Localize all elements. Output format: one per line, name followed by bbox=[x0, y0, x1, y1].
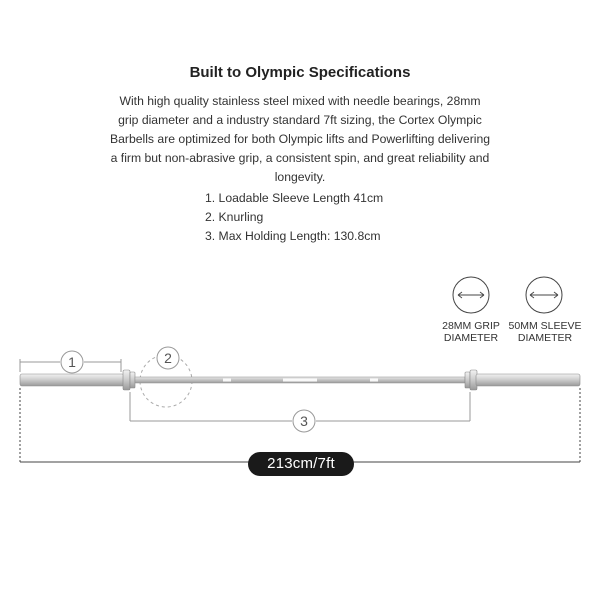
product-description: With high quality stainless steel mixed with needle bearings, 28mm grip diameter and a industry standard 7ft sizing, the Cortex Olympic Barbells are optimized for both Olympic lifts and Powerlifting delivering a firm but non-abrasive grip, a consistent spin, and great reliability and longevity. bbox=[110, 94, 491, 184]
callout-2-label: 2 bbox=[164, 350, 172, 366]
grip-diameter-icon bbox=[453, 277, 489, 313]
grip-diameter-line2: DIAMETER bbox=[443, 332, 499, 344]
grip-diameter-line1: 28MM GRIP bbox=[442, 320, 500, 332]
callout-1-label: 1 bbox=[68, 354, 76, 370]
spec-item-max-holding-length: 3. Max Holding Length: 130.8cm bbox=[205, 229, 381, 243]
sleeve-diameter-line2: DIAMETER bbox=[517, 332, 573, 344]
section-title: Built to Olympic Specifications bbox=[189, 64, 411, 81]
barbell bbox=[20, 370, 580, 390]
spec-item-sleeve-length: 1. Loadable Sleeve Length 41cm bbox=[205, 191, 384, 205]
spec-item-knurling: 2. Knurling bbox=[205, 210, 264, 224]
sleeve-diameter-label bbox=[497, 320, 593, 344]
overall-length-badge: 213cm/7ft bbox=[248, 452, 354, 476]
sleeve-diameter-icon bbox=[526, 277, 562, 313]
callout-3-label: 3 bbox=[300, 413, 308, 429]
sleeve-diameter-line1: 50MM SLEEVE bbox=[508, 320, 582, 332]
